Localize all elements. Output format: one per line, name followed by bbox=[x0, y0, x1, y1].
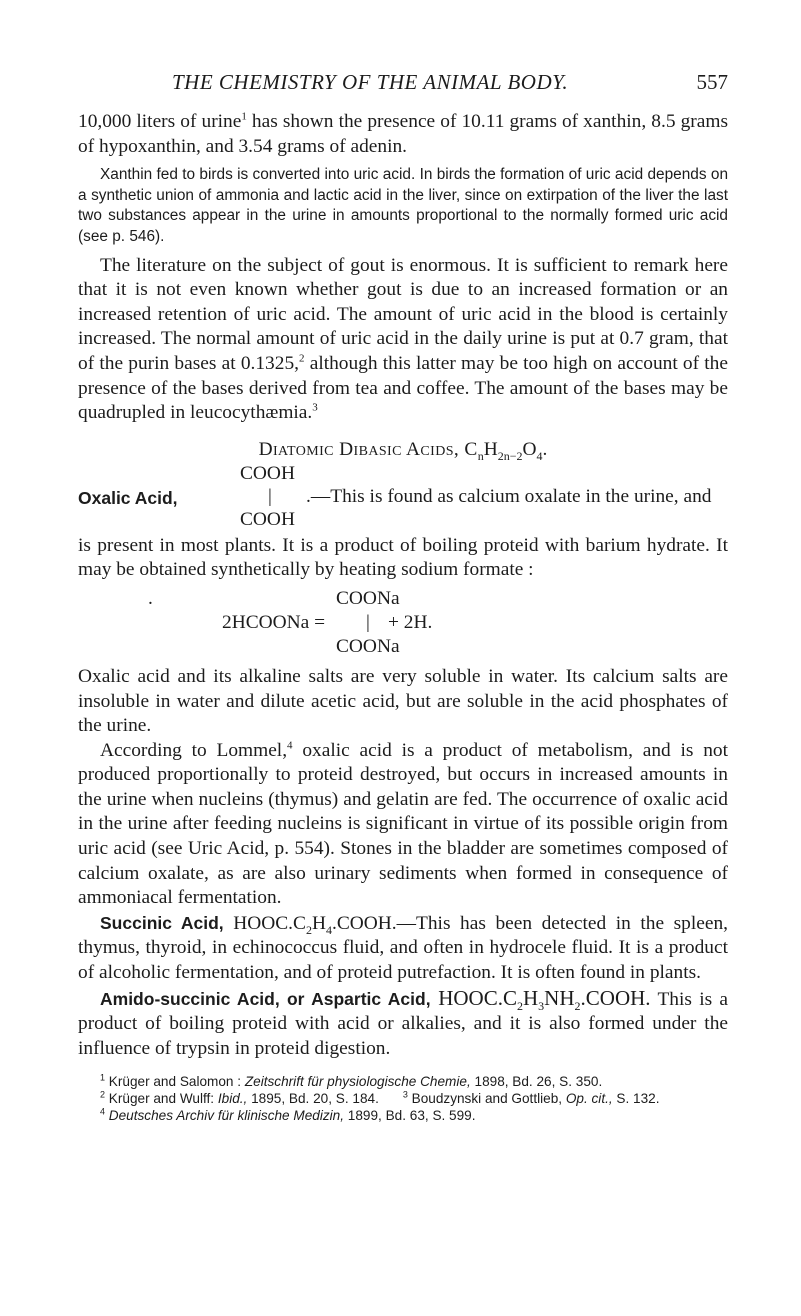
paragraph-succinic: Succinic Acid, $HOOC.C_2H_4.COOH.—This$ has been detected in the spleen, thymus, thyroid, in echinococcus fluid, and often in hydrocele fluid. It is a product of alcoholic fermentation, and of proteid putrefaction. It is often found in plants. bbox=[78, 912, 728, 984]
footnote-4: $^4$ Deutsches Archiv für klinische Medizin, 1899, Bd. 63, S. 599. bbox=[100, 1106, 476, 1124]
paragraph-xanthin: 10,000 liters of urine$^1$ has shown the presence of 10.11 grams of xanthin, 8.5 grams of hypoxanthin, and 3.54 grams of adenin. bbox=[78, 110, 728, 157]
paragraph-solubility: Oxalic acid and its alkaline salts are very soluble in water. Its calcium salts are insoluble in water and dilute acetic acid, but are soluble in the acid phosphates of the urine. bbox=[78, 665, 728, 737]
aspartic-acid-label: Amido-succinic Acid, or Aspartic Acid, bbox=[100, 988, 431, 1009]
section-heading: Diatomic Dibasic Acids, $C_nH_{2n-2}O_4$. bbox=[258, 438, 548, 463]
footnotes bbox=[78, 1073, 728, 1124]
book-page bbox=[78, 70, 728, 1124]
succinic-acid-label: Succinic Acid, bbox=[100, 912, 224, 933]
page-header bbox=[78, 70, 728, 104]
paragraph-oxalic-origin: is present in most plants. It is a product of boiling proteid with barium hydrate. It may be obtained synthetically by heating sodium formate : bbox=[78, 534, 728, 581]
page-number: 557 bbox=[696, 70, 728, 94]
footnote-2-3: $^2$ Krüger and Wulff: Ibid., 1895, Bd. 20, S. 184. $^3$ Boudzynski and Gottlieb, Op. cit., S. 132. bbox=[100, 1089, 660, 1107]
oxalic-acid-label: Oxalic Acid, bbox=[78, 487, 178, 508]
note-uric-acid-birds: Xanthin fed to birds is converted into uric acid. In birds the formation of uric acid depends on a synthetic union of ammonia and lactic acid in the liver, since on extirpation of the liver the last two substances appear in the urine in amounts proportional to the normally formed uric acid (see p. 546). bbox=[78, 166, 728, 245]
footnote-ref-3[interactable]: 3 bbox=[312, 401, 318, 414]
footnote-ref-1[interactable]: 1 bbox=[241, 110, 247, 123]
running-title: THE CHEMISTRY OF THE ANIMAL BODY. bbox=[172, 70, 569, 94]
paragraph-gout: The literature on the subject of gout is enormous. It is sufficient to remark here that it is not even known whether gout is due to an increased formation or an increased retention of uric acid. The amount of uric acid in the blood is certainly increased. The normal amount of uric acid in the daily urine is put at 0.7 gram, that of the purin bases at 0.1325,$^2$ although this latter may be too high on account of the presence of the bases derived from tea and coffee. The amount of the bases may be quadrupled in leucocythæmia.$^3$ bbox=[78, 254, 728, 424]
footnote-1: $^1$ Krüger and Salomon : Zeitschrift für physiologische Chemie, 1898, Bd. 26, S. 350. bbox=[100, 1072, 603, 1090]
sodium-formate-equation: . COONa 2HCOONa = | + 2H. COONa bbox=[148, 587, 433, 657]
footnote-ref-2[interactable]: 2 bbox=[299, 352, 305, 365]
oxalic-acid-formula: COOH Oxalic Acid, | .—This is found as calcium oxalate in the urine, and COOH bbox=[78, 462, 712, 530]
paragraph-aspartic: Amido-succinic Acid, or Aspartic Acid, $HOOC.C_2H_3NH_2.COOH$. This is a product of boiling proteid with acid or alkalies, and it is also formed under the influence of trypsin in proteid digestion. bbox=[78, 985, 728, 1059]
footnote-ref-4[interactable]: 4 bbox=[287, 739, 293, 752]
paragraph-lommel: According to Lommel,$^4$ oxalic acid is a product of metabolism, and is not produced proportionally to proteid destroyed, but occurs in increased amounts in the urine when nucleins (thymus) and gelatin are fed. The occurrence of oxalic acid in the urine after feeding nucleins is significant in virtue of its possible origin from uric acid (see Uric Acid, p. 554). Stones in the bladder are sometimes composed of calcium oxalate, as are also urinary sediments when formed in consequence of ammoniacal fermentation. bbox=[78, 739, 729, 909]
